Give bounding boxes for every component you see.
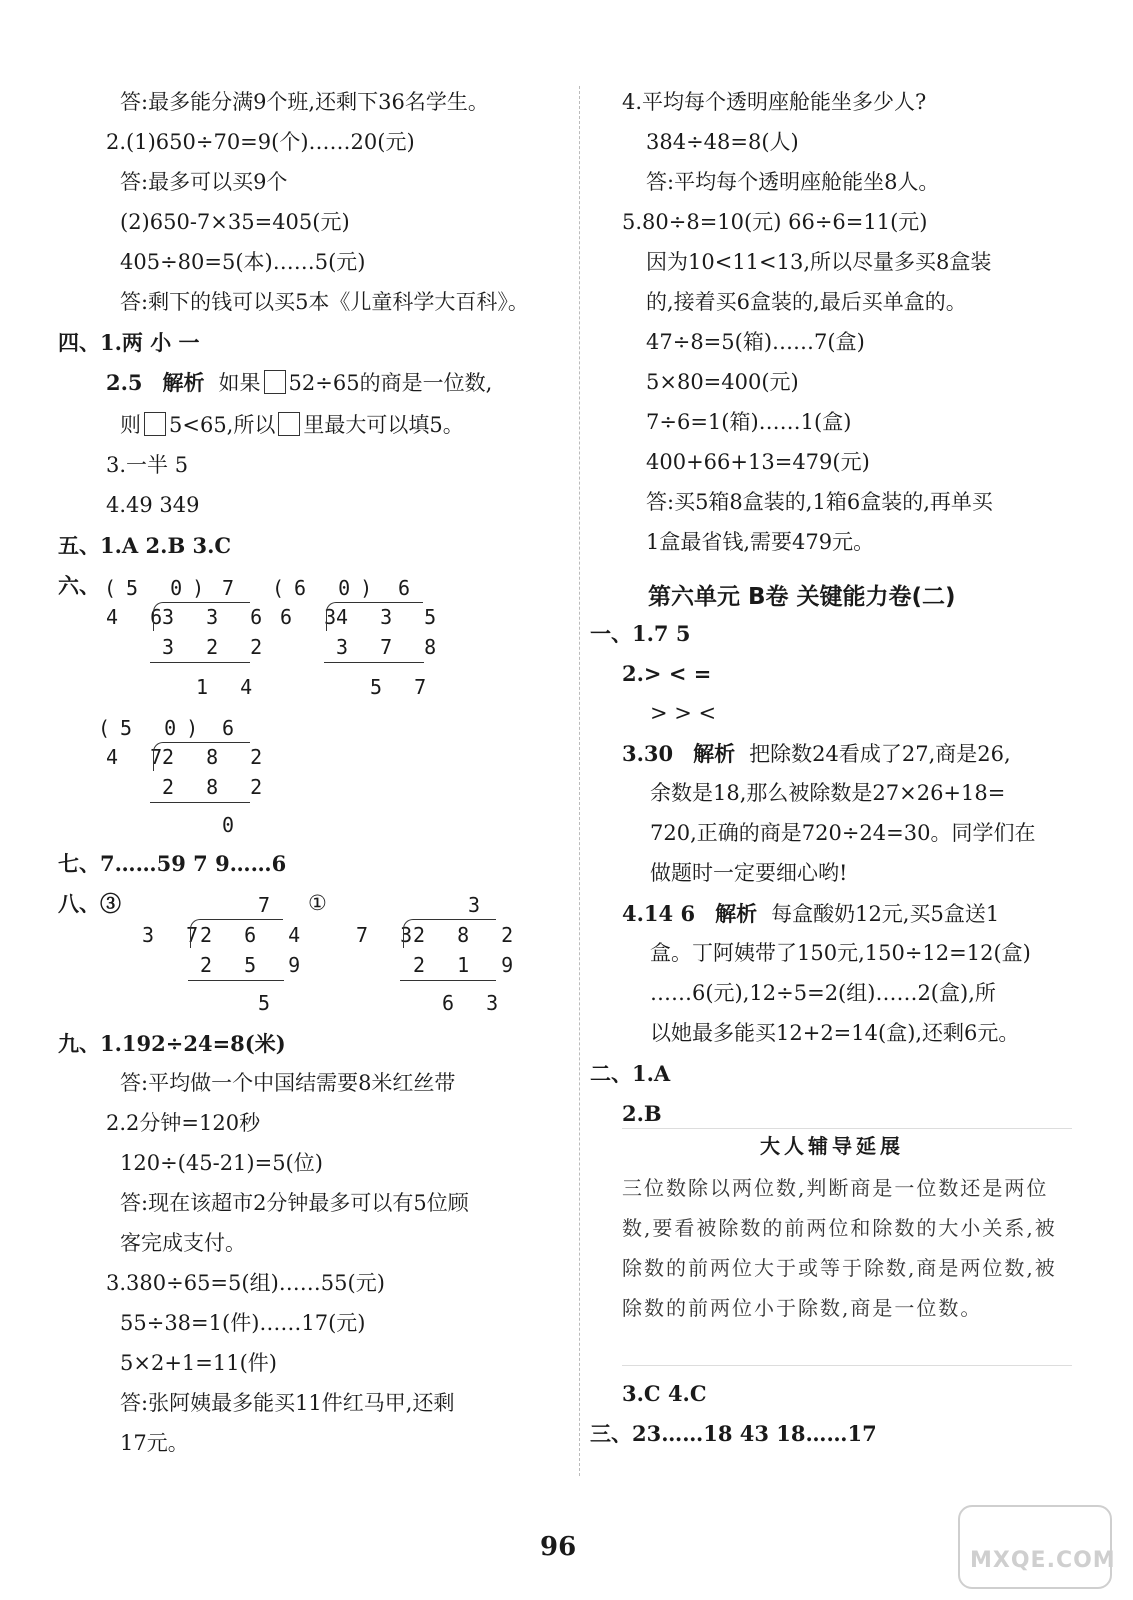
answer-line: 答:张阿姨最多能买11件红马甲,还剩 xyxy=(120,1391,455,1415)
subtraction-line xyxy=(400,980,496,981)
answer-line: 17元。 xyxy=(120,1431,189,1455)
answer-line: 余数是18,那么被除数是27×26+18= xyxy=(650,781,1006,805)
subtraction-line xyxy=(150,802,250,803)
answer-line: 1盒最省钱,需要479元。 xyxy=(646,530,875,554)
section-4-item-4: 4.49 349 xyxy=(106,493,200,517)
quotient: 6 xyxy=(398,576,421,600)
dividend: 2 6 4 xyxy=(200,923,311,947)
product: 2 8 2 xyxy=(162,775,273,799)
section-5: 五、1.A 2.B 3.C xyxy=(58,533,232,558)
section-9-item-2: 2.2分钟=120秒 xyxy=(106,1111,261,1135)
blank-box xyxy=(264,370,286,394)
answer-line: 答:最多能分满9个班,还剩下36名学生。 xyxy=(120,90,489,114)
section-8-label: 八、③ xyxy=(58,891,121,916)
subtraction-line xyxy=(324,662,424,663)
dividend: 4 3 5 xyxy=(336,605,447,629)
part-1-item-2-row2: > > < xyxy=(650,701,717,725)
section-8-mark: ① xyxy=(308,891,327,915)
analysis-label: 解析 xyxy=(693,742,736,766)
answer-line: 7÷6=1(箱)……1(盒) xyxy=(646,410,852,434)
answer-line: 的,接着买6盒装的,最后买单盒的。 xyxy=(646,290,967,314)
subtraction-line xyxy=(188,980,284,981)
answer-line: 因为10<11<13,所以尽量多买8盒装 xyxy=(646,250,992,274)
section-4-item-1: 四、1.两 小 一 xyxy=(58,330,200,355)
divisor: 4 6 xyxy=(106,605,173,629)
product: 2 5 9 xyxy=(200,953,311,977)
answer-line: 做题时一定要细心哟! xyxy=(650,861,848,885)
section-4-item-2-cont: 则 5<65,所以 里最大可以填5。 xyxy=(120,413,464,437)
check-value: (6 0) xyxy=(272,576,383,600)
answer-line: (2)650-7×35=405(元) xyxy=(120,210,350,234)
part-1-item-1: 一、1.7 5 xyxy=(590,621,691,646)
part-2-item-2: 2.B xyxy=(622,1101,662,1126)
section-6-label: 六、 xyxy=(58,573,100,598)
answer-line: 答:平均做一个中国结需要8米红丝带 xyxy=(120,1071,456,1095)
analysis-label: 解析 xyxy=(162,371,205,395)
check-value: (5 0) xyxy=(98,716,209,740)
dividend: 3 3 6 xyxy=(162,605,273,629)
answer-line: 客完成支付。 xyxy=(120,1231,246,1255)
answer-line: 384÷48=8(人) xyxy=(646,130,799,154)
section-7: 七、7……59 7 9……6 xyxy=(58,851,287,876)
answer-line: 400+66+13=479(元) xyxy=(646,450,870,474)
answer-line: 答:剩下的钱可以买5本《儿童科学大百科》。 xyxy=(120,290,529,314)
remainder: 1 4 xyxy=(196,675,263,699)
part-1-item-4: 4.14 6 解析 每盒酸奶12元,买5盒送1 xyxy=(622,901,1000,926)
answer-line: 720,正确的商是720÷24=30。同学们在 xyxy=(650,821,1036,845)
quotient: 6 xyxy=(222,716,245,740)
answer-line: 答:买5箱8盒装的,1箱6盒装的,再单买 xyxy=(646,490,993,514)
column-divider xyxy=(579,86,580,1476)
dividend: 2 8 2 xyxy=(162,745,273,769)
remainder: 6 3 xyxy=(442,991,509,1015)
blank-box xyxy=(144,412,166,436)
extension-title: 大人辅导延展 xyxy=(760,1134,904,1158)
divisor: 4 7 xyxy=(106,745,173,769)
answer-line: 答:最多可以买9个 xyxy=(120,170,288,194)
product: 3 7 8 xyxy=(336,635,447,659)
answer-line: 405÷80=5(本)……5(元) xyxy=(120,250,366,274)
answer-line: 5×80=400(元) xyxy=(646,370,799,394)
answer-line: ……6(元),12÷5=2(组)……2(盒),所 xyxy=(650,981,996,1005)
extension-text: 三位数除以两位数,判断商是一位数还是两位数,要看被除数的前两位和除数的大小关系,被除数的前两位大于或等于除数,商是两位数,被除数的前两位小于除数,商是一位数。 xyxy=(622,1176,1057,1320)
product: 3 2 2 xyxy=(162,635,273,659)
dividend: 2 8 2 xyxy=(413,923,524,947)
quotient: 3 xyxy=(468,893,491,917)
section-9-item-3: 3.380÷65=5(组)……55(元) xyxy=(106,1271,385,1295)
answer-line: 5×2+1=11(件) xyxy=(120,1351,277,1375)
page-number: 96 xyxy=(540,1532,577,1562)
watermark-text: MXQE.COM xyxy=(970,1548,1116,1573)
section-4-item-3: 3.一半 5 xyxy=(106,453,189,477)
section-9-item-1: 九、1.192÷24=8(米) xyxy=(58,1031,286,1056)
answer-line: 120÷(45-21)=5(位) xyxy=(120,1151,323,1175)
answer-line: 以她最多能买12+2=14(盒),还剩6元。 xyxy=(650,1021,1020,1045)
part-3: 三、23……18 43 18……17 xyxy=(590,1421,877,1446)
divisor: 7 3 xyxy=(356,923,423,947)
answer-line: 4.平均每个透明座舱能坐多少人? xyxy=(622,90,927,114)
check-value: (5 0) xyxy=(104,576,215,600)
part-2-item-1: 二、1.A xyxy=(590,1061,671,1086)
section-4-item-2: 2.5 解析 如果 52÷65的商是一位数, xyxy=(106,370,493,395)
divisor: 3 7 xyxy=(142,923,209,947)
answer-line: 55÷38=1(件)……17(元) xyxy=(120,1311,366,1335)
part-1-item-3: 3.30 解析 把除数24看成了27,商是26, xyxy=(622,741,1011,766)
subtraction-line xyxy=(150,662,250,663)
remainder: 0 xyxy=(222,813,245,837)
watermark-logo xyxy=(958,1505,1112,1589)
remainder: 5 7 xyxy=(370,675,437,699)
answer-line: 答:平均每个透明座舱能坐8人。 xyxy=(646,170,940,194)
answer-line: 5.80÷8=10(元) 66÷6=11(元) xyxy=(622,210,928,234)
part-2-item-3: 3.C 4.C xyxy=(622,1381,707,1406)
blank-box xyxy=(278,412,300,436)
answer-line: 盒。丁阿姨带了150元,150÷12=12(盒) xyxy=(650,941,1031,965)
answer-line: 2.(1)650÷70=9(个)……20(元) xyxy=(106,130,415,154)
product: 2 1 9 xyxy=(413,953,524,977)
section-title: 第六单元 B卷 关键能力卷(二) xyxy=(648,584,956,610)
remainder: 5 xyxy=(258,991,281,1015)
part-1-item-2: 2.> < = xyxy=(622,661,712,686)
answer-line: 答:现在该超市2分钟最多可以有5位顾 xyxy=(120,1191,469,1215)
analysis-label: 解析 xyxy=(715,902,758,926)
quotient: 7 xyxy=(258,893,281,917)
answer-line: 47÷8=5(箱)……7(盒) xyxy=(646,330,865,354)
divisor: 6 3 xyxy=(280,605,347,629)
quotient: 7 xyxy=(222,576,245,600)
